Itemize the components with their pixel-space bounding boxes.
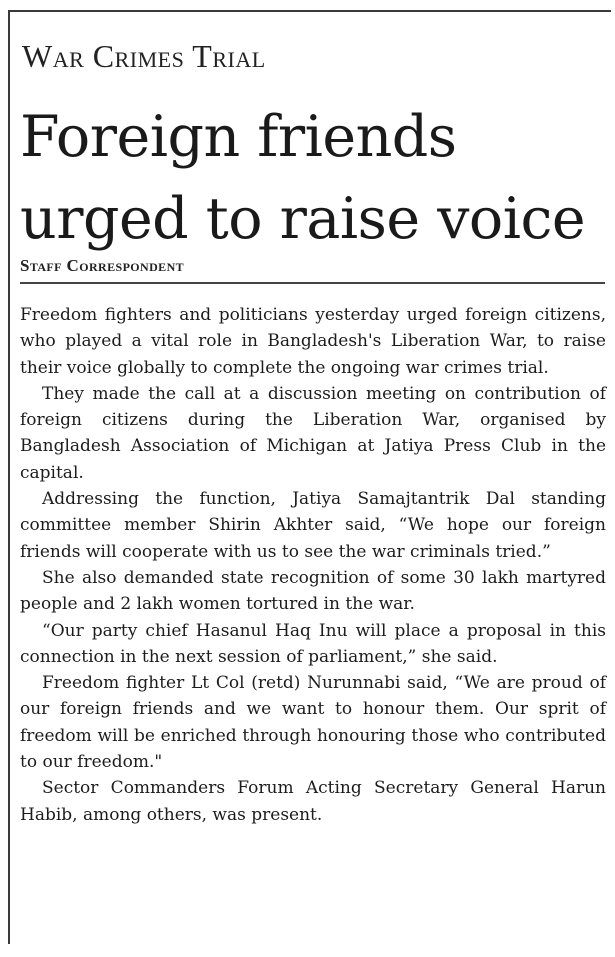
article-paragraph: They made the call at a discussion meeting on contribution of foreign citizens during the Liberation War, organised by Bangladesh Association of Michigan at Jatiya Press Club in the capital. — [20, 383, 606, 483]
article-paragraph: Freedom fighter Lt Col (retd) Nurunnabi said, “We are proud of our foreign friends and we want to honour them. Our sprit of freedom will be enriched through honouring those who contributed to our freedom." — [20, 673, 606, 773]
headline-line: Foreign friends — [20, 104, 457, 170]
section-kicker: War Crimes Trial — [22, 38, 266, 74]
article-paragraph: She also demanded state recognition of some 30 lakh martyred people and 2 lakh women tortured in the war. — [20, 567, 606, 615]
article-body — [20, 302, 606, 828]
news-clipping — [8, 10, 611, 944]
article-paragraph: Sector Commanders Forum Acting Secretary General Harun Habib, among others, was present. — [20, 778, 606, 825]
headline-line: urged to raise voice — [20, 186, 586, 252]
headline — [20, 96, 610, 260]
byline: Staff Correspondent — [20, 256, 605, 284]
article-paragraph: Addressing the function, Jatiya Samajtantrik Dal standing committee member Shirin Akhter said, “We hope our foreign friends will cooperate with us to see the war criminals tried.” — [20, 489, 606, 562]
article-paragraph: Freedom fighters and politicians yesterday urged foreign citizens, who played a vital role in Bangladesh's Liberation War, to raise their voice globally to complete the ongoing war crimes trial. — [20, 305, 606, 378]
article-paragraph: “Our party chief Hasanul Haq Inu will place a proposal in this connection in the next session of parliament,” she said. — [20, 620, 606, 667]
